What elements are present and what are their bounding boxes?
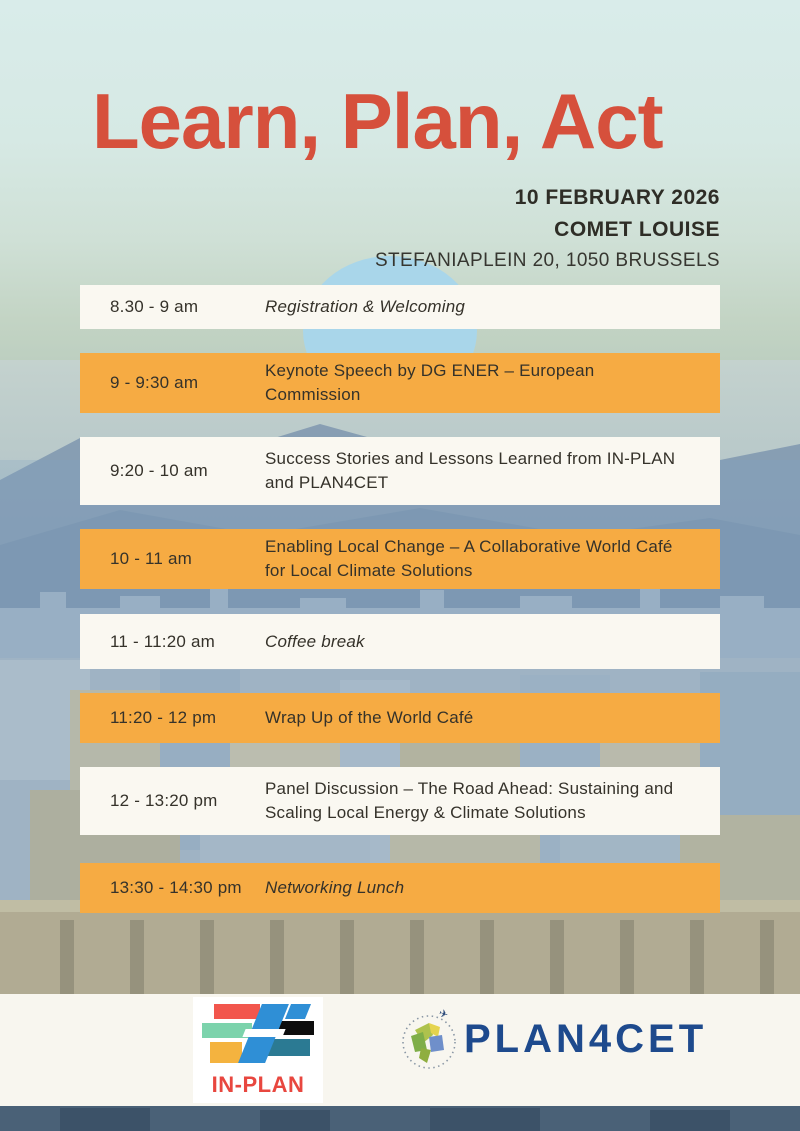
schedule-list xyxy=(80,285,720,913)
inplan-red-bar xyxy=(214,1004,260,1019)
inplan-white-stripe xyxy=(242,1029,285,1037)
schedule-row xyxy=(80,437,720,505)
session-time: 10 - 11 am xyxy=(110,549,193,568)
session-title: Keynote Speech by DG ENER – European Commission xyxy=(265,361,595,404)
schedule-row xyxy=(80,614,720,669)
session-title: Registration & Welcoming xyxy=(265,297,466,316)
footer-logo-bar xyxy=(0,994,800,1106)
session-title: Wrap Up of the World Café xyxy=(265,708,474,727)
inplan-logo-icon xyxy=(202,1004,314,1066)
session-title: Networking Lunch xyxy=(265,878,405,897)
session-title: Coffee break xyxy=(265,631,365,651)
inplan-logo-text: IN-PLAN xyxy=(211,1072,305,1097)
event-details xyxy=(300,182,720,276)
event-venue: COMET LOUISE xyxy=(554,218,720,241)
session-title: Success Stories and Lessons Learned from IN-PLAN and PLAN4CET xyxy=(265,449,676,492)
schedule-row xyxy=(80,529,720,589)
event-date: 10 FEBRUARY 2026 xyxy=(514,186,720,209)
session-time: 9 - 9:30 am xyxy=(110,373,199,392)
session-time: 9:20 - 10 am xyxy=(110,461,208,480)
schedule-row xyxy=(80,863,720,913)
schedule-row xyxy=(80,285,720,329)
plan4cet-map-icon xyxy=(398,1006,460,1072)
session-title: Panel Discussion – The Road Ahead: Sustaining and Scaling Local Energy & Climate Solutions xyxy=(265,779,674,822)
schedule-row xyxy=(80,353,720,413)
session-time: 11 - 11:20 am xyxy=(110,631,215,651)
session-time: 12 - 13:20 pm xyxy=(110,791,218,810)
session-time: 8.30 - 9 am xyxy=(110,297,199,316)
inplan-yellow-bar xyxy=(210,1042,242,1063)
plan4cet-logo xyxy=(398,1006,707,1072)
inplan-blue-corner xyxy=(285,1004,311,1019)
schedule-row xyxy=(80,767,720,835)
session-title: Enabling Local Change – A Collaborative World Café for Local Climate Solutions xyxy=(265,537,673,580)
event-address: STEFANIAPLEIN 20, 1050 BRUSSELS xyxy=(374,250,720,271)
plan4cet-logo-text: PLAN4CET xyxy=(464,1016,708,1061)
schedule-row xyxy=(80,693,720,743)
session-time: 13:30 - 14:30 pm xyxy=(110,878,242,897)
session-time: 11:20 - 12 pm xyxy=(110,708,217,727)
inplan-logo xyxy=(193,997,323,1103)
plane-icon: ✈ xyxy=(437,1007,450,1022)
poster-title: Learn, Plan, Act xyxy=(92,77,663,165)
